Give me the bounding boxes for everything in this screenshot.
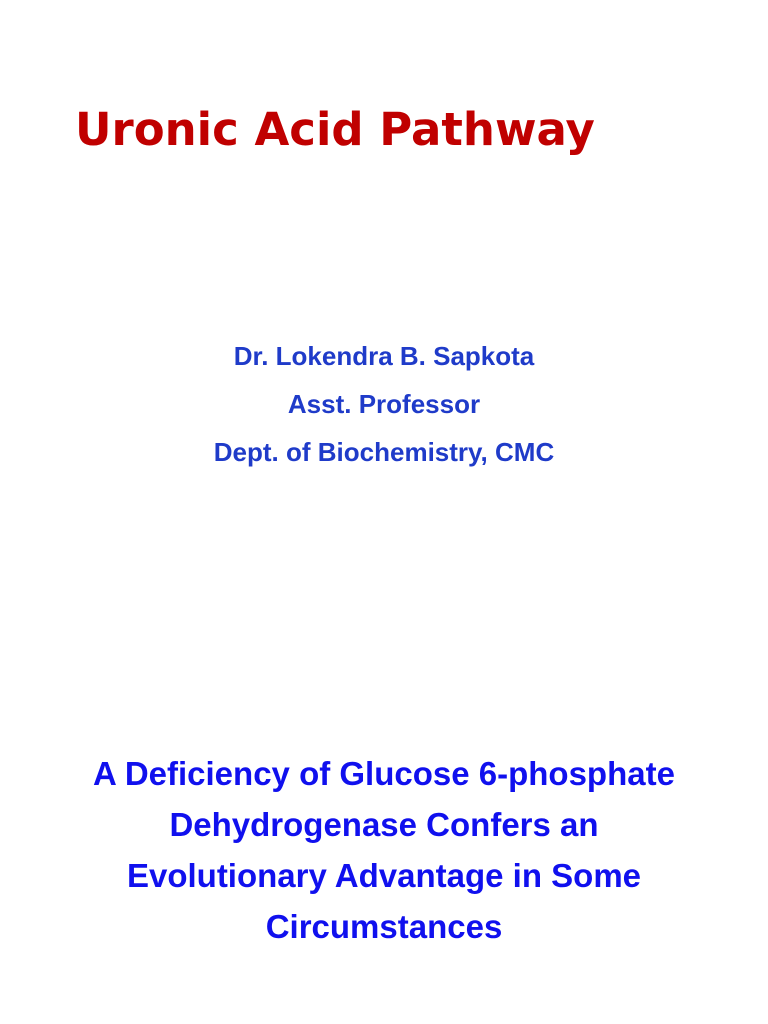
subtitle-line: A Deficiency of Glucose 6-phosphate [93, 755, 675, 792]
slide-title: Uronic Acid Pathway [75, 103, 595, 156]
subtitle-line: Dehydrogenase Confers an [169, 806, 599, 843]
subtitle-line: Circumstances [265, 908, 503, 945]
author-block [0, 332, 768, 476]
slide-subtitle [0, 748, 768, 952]
author-department: Dept. of Biochemistry, CMC [213, 437, 555, 467]
author-position: Asst. Professor [287, 389, 481, 419]
author-name: Dr. Lokendra B. Sapkota [233, 341, 535, 371]
subtitle-line: Evolutionary Advantage in Some [126, 857, 642, 894]
